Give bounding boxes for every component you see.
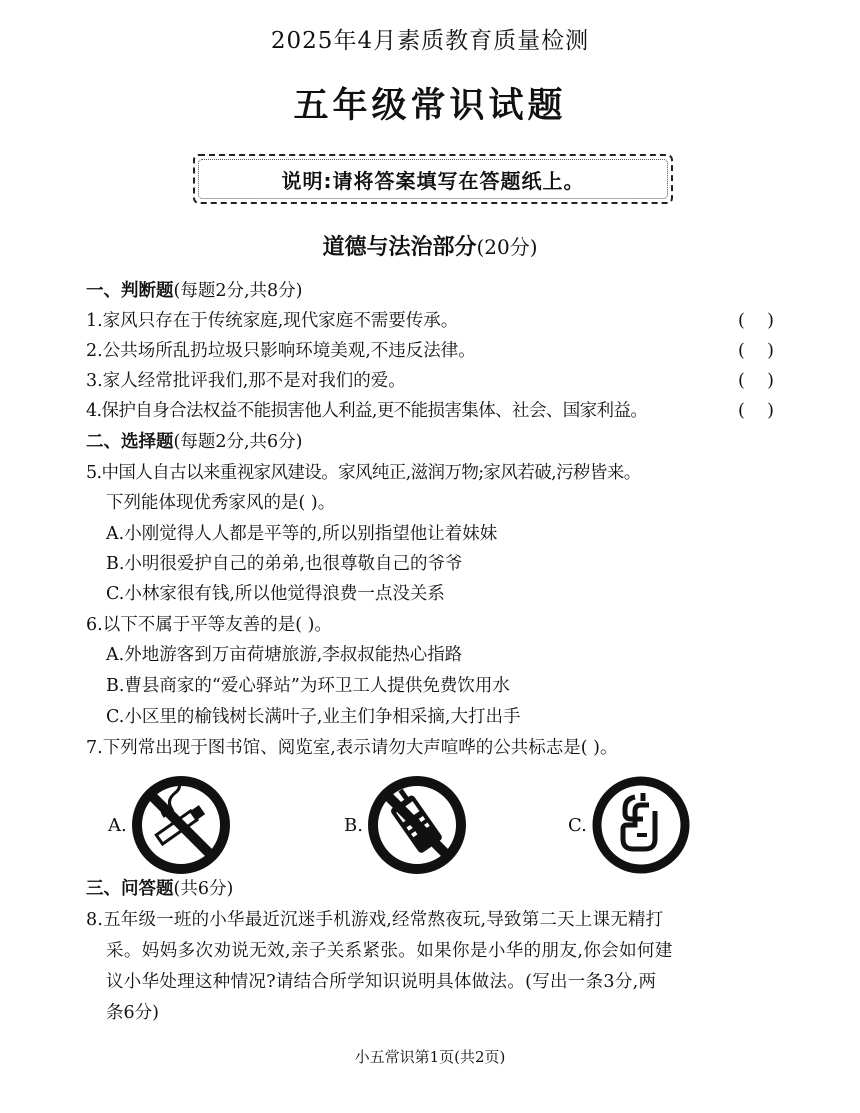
q8-line-3: 议小华处理这种情况?请结合所学知识说明具体做法。(写出一条3分,两: [106, 972, 657, 992]
exam-title: 2025年4月素质教育质量检测: [270, 28, 590, 54]
tf-item-2: 2.公共场所乱扔垃圾只影响环境美观,不违反法律。: [86, 341, 476, 361]
q8-line-2: 采。妈妈多次劝说无效,亲子关系紧张。如果你是小华的朋友,你会如何建: [106, 941, 673, 961]
q5-option-c: C.小林家很有钱,所以他觉得浪费一点没关系: [106, 584, 445, 604]
q6-option-b: B.曹县商家的“爱心驿站”为环卫工人提供免费饮用水: [106, 676, 510, 696]
q7-stem: 7.下列常出现于图书馆、阅览室,表示请勿大声喧哗的公共标志是( )。: [86, 738, 618, 758]
q7-signs: [0, 775, 860, 875]
part1-heading: [86, 279, 303, 303]
notice-text: 说明:请将答案填写在答题纸上。: [281, 168, 585, 193]
q6-stem: 6.以下不属于平等友善的是( )。: [86, 615, 332, 635]
q6-option-a: A.外地游客到万亩荷塘旅游,李叔叔能热心指路: [106, 645, 463, 665]
sign-option-b: [344, 775, 469, 875]
tf-item-3: 3.家人经常批评我们,那不是对我们的爱。: [86, 371, 406, 391]
quiet-sign-icon: [589, 775, 693, 875]
part2-heading: [86, 430, 303, 454]
section-title-text: 道德与法治部分: [322, 235, 477, 260]
part3-heading-note: (共6分): [173, 879, 234, 899]
part1-heading-note: (每题2分,共8分): [173, 281, 303, 301]
part3-heading-title: 三、问答题: [86, 879, 174, 899]
no-phone-icon: [365, 775, 469, 875]
q5-option-b: B.小明很爱护自己的弟弟,也很尊敬自己的爷爷: [106, 554, 463, 574]
page-footer: 小五常识第1页(共2页): [354, 1048, 506, 1066]
answer-paren-2: ( ): [738, 341, 774, 361]
sign-label-b: B.: [344, 814, 363, 836]
tf-item-4: 4.保护自身合法权益不能损害他人利益,更不能损害集体、社会、国家利益。: [86, 401, 648, 421]
part1-heading-title: 一、判断题: [86, 281, 174, 301]
q5-stem-line1: 5.中国人自古以来重视家风建设。家风纯正,滋润万物;家风若破,污秽皆来。: [86, 463, 641, 483]
part2-heading-note: (每题2分,共6分): [173, 432, 303, 452]
tf-item-1: 1.家风只存在于传统家庭,现代家庭不需要传承。: [86, 311, 459, 331]
answer-paren-4: ( ): [738, 401, 774, 421]
sign-option-c: [568, 775, 693, 875]
q8-line-4: 条6分): [106, 1003, 159, 1023]
q6-option-c: C.小区里的榆钱树长满叶子,业主们争相采摘,大打出手: [106, 707, 521, 727]
answer-paren-3: ( ): [738, 371, 774, 391]
sign-label-c: C.: [568, 814, 587, 836]
part2-heading-title: 二、选择题: [86, 432, 174, 452]
section-score: (20分): [476, 235, 538, 259]
sign-label-a: A.: [108, 814, 127, 836]
subject-title: 五年级常识试题: [293, 85, 567, 126]
answer-paren-1: ( ): [738, 311, 774, 331]
q8-line-1: 8.五年级一班的小华最近沉迷手机游戏,经常熬夜玩,导致第二天上课无精打: [86, 910, 664, 930]
sign-option-a: [108, 775, 233, 875]
part3-heading: [86, 877, 233, 901]
section-title: [0, 230, 860, 261]
q5-option-a: A.小刚觉得人人都是平等的,所以别指望他让着妹妹: [106, 524, 498, 544]
q5-stem-line2: 下列能体现优秀家风的是( )。: [106, 493, 336, 513]
notice-box: [193, 154, 673, 204]
no-smoking-icon: [129, 775, 233, 875]
